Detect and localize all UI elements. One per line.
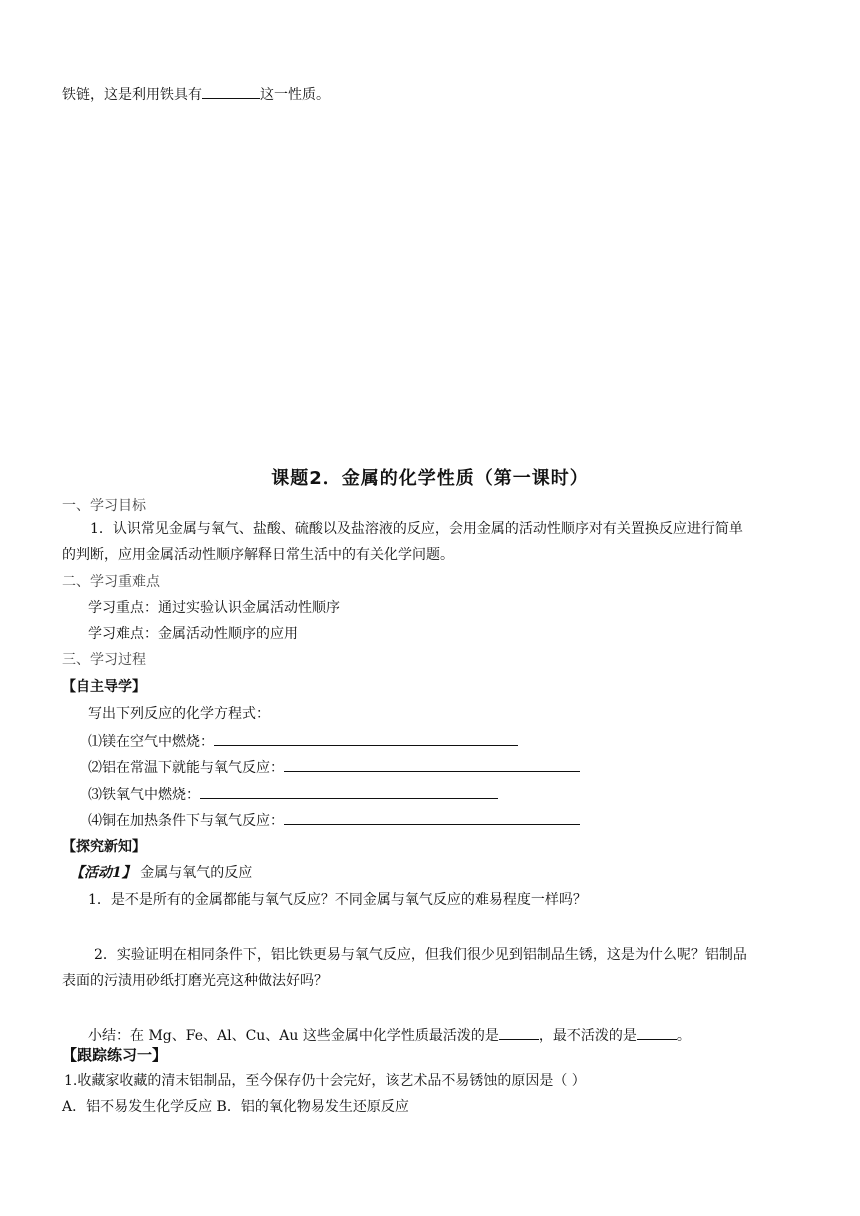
explore-q1: 1．是不是所有的金属都能与氧气反应？不同金属与氧气反应的难易程度一样吗？ xyxy=(88,892,587,908)
equation-q1 xyxy=(88,731,518,752)
practice-options: A．铝不易发生化学反应 B．铝的氧化物易发生还原反应 xyxy=(62,1099,409,1115)
summary-text-b: ，最不活泼的是 xyxy=(538,1028,637,1044)
practice-q1: 1.收藏家收藏的清末铝制品，至今保存仍十会完好，该艺术品不易锈蚀的原因是（ ） xyxy=(64,1073,586,1089)
equation-q2-blank[interactable] xyxy=(284,757,580,772)
top-line-text-a: 铁链，这是利用铁具有 xyxy=(62,87,202,103)
equation-q2 xyxy=(88,757,580,778)
difficulty: 学习难点：金属活动性顺序的应用 xyxy=(88,626,298,642)
activity-tag: 【活动1】 xyxy=(70,865,136,881)
self-study-intro: 写出下列反应的化学方程式： xyxy=(88,706,270,722)
page-title: 课题2．金属的化学性质（第一课时） xyxy=(271,468,589,489)
summary xyxy=(88,1025,691,1046)
summary-text-a: 小结：在 Mg、Fe、Al、Cu、Au 这些金属中化学性质最活泼的是 xyxy=(88,1028,499,1044)
key-point: 学习重点：通过实验认识金属活动性顺序 xyxy=(88,600,340,616)
activity-1 xyxy=(70,863,252,883)
objective-line2: 的判断，应用金属活动性顺序解释日常生活中的有关化学问题。 xyxy=(62,547,454,563)
activity-title: 金属与氧气的反应 xyxy=(135,865,253,881)
objective-paragraph xyxy=(62,516,802,568)
practice-heading: 【跟踪练习一】 xyxy=(62,1046,168,1064)
equation-q3-blank[interactable] xyxy=(200,784,498,799)
equation-q4-label: ⑷铜在加热条件下与氧气反应： xyxy=(88,813,284,829)
section1-heading: 一、学习目标 xyxy=(62,498,146,514)
equation-q4 xyxy=(88,810,580,831)
equation-q3 xyxy=(88,784,498,805)
equation-q3-label: ⑶铁氧气中燃烧： xyxy=(88,787,200,803)
top-line xyxy=(62,84,330,105)
explore-q2-line1: 2．实验证明在相同条件下，铝比铁更易与氧气反应，但我们很少见到铝制品生锈，这是为什么呢？铝制品 xyxy=(94,947,747,963)
answer-blank[interactable] xyxy=(202,84,260,99)
explore-q2 xyxy=(62,942,802,994)
equation-q1-blank[interactable] xyxy=(214,731,518,746)
explore-heading: 【探究新知】 xyxy=(62,839,146,855)
most-active-blank[interactable] xyxy=(499,1025,539,1040)
self-study-heading: 【自主导学】 xyxy=(62,679,146,695)
equation-q2-label: ⑵铝在常温下就能与氧气反应： xyxy=(88,760,284,776)
section2-heading: 二、学习重难点 xyxy=(62,574,160,590)
section3-heading: 三、学习过程 xyxy=(62,652,146,668)
least-active-blank[interactable] xyxy=(637,1025,677,1040)
equation-q4-blank[interactable] xyxy=(284,810,580,825)
explore-q2-line2: 表面的污渍用砂纸打磨光亮这种做法好吗？ xyxy=(62,973,328,989)
objective-line1: 1．认识常见金属与氧气、盐酸、硫酸以及盐溶液的反应，会用金属的活动性顺序对有关置换反应进行简单 xyxy=(90,521,743,537)
summary-text-c: 。 xyxy=(676,1028,691,1044)
equation-q1-label: ⑴镁在空气中燃烧： xyxy=(88,734,214,750)
top-line-text-b: 这一性质。 xyxy=(260,87,330,103)
